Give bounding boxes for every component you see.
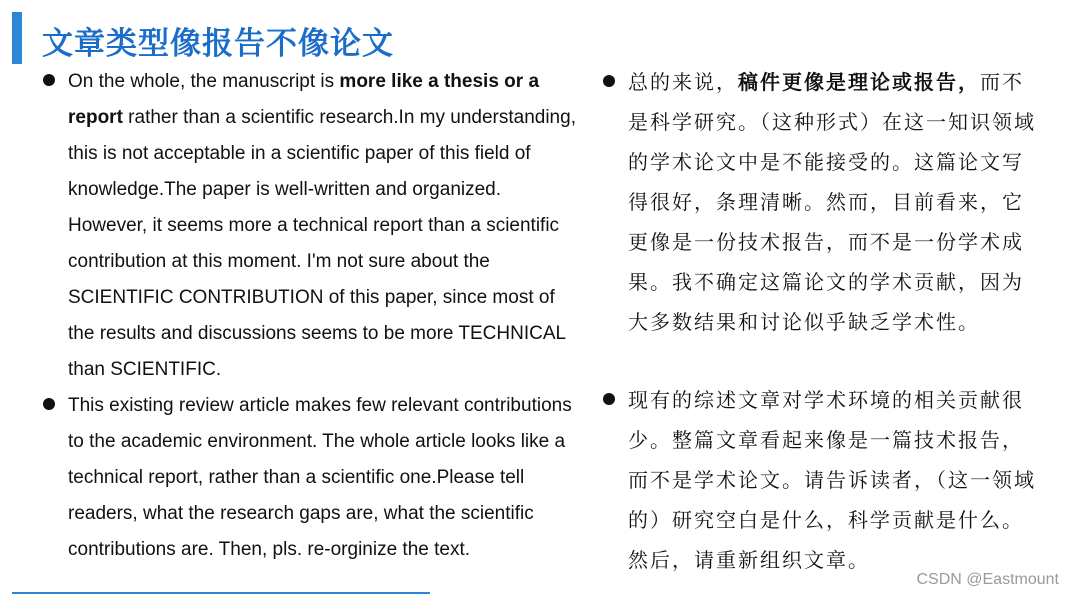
chinese-bullet-1-bold: 稿件更像是理论或报告，: [738, 70, 980, 94]
english-bullet-1-text-b: rather than a scientific research.In my understanding, this is not acceptable in a scientific paper of this field of knowledge.The paper is well-written and organized. However, it seems more a technical report than a scientific contribution at this moment. I'm not sure about the SCIENTIFIC CONTRIBUTION of this paper, since most of the results and discussions seems to be more TECHNICAL than SCIENTIFIC.: [68, 107, 576, 380]
chinese-bullet-2-text: 现有的综述文章对学术环境的相关贡献很少。整篇文章看起来像是一篇技术报告，而不是学术论文。请告诉读者，（这一领域的）研究空白是什么，科学贡献是什么。然后，请重新组织文章。: [628, 388, 1036, 572]
english-bullet-2: [42, 388, 582, 568]
bullet-dot-icon: [603, 393, 615, 405]
english-bullet-2-text: This existing review article makes few relevant contributions to the academic environment. The whole article looks like a technical report, rather than a scientific one.Please tell readers, what the research gaps are, what the scientific contributions are. Then, pls. re-orginize the text.: [68, 395, 572, 560]
bottom-divider: [12, 592, 430, 594]
bullet-dot-icon: [603, 75, 615, 87]
bullet-dot-icon: [43, 398, 55, 410]
chinese-bullet-2: [600, 380, 1040, 580]
watermark: CSDN @Eastmount: [916, 571, 1059, 588]
bullet-dot-icon: [43, 74, 55, 86]
english-bullet-1: [42, 64, 582, 388]
chinese-bullet-1: [600, 62, 1040, 342]
chinese-bullet-1-text-b: 而不是科学研究。（这种形式）在这一知识领域的学术论文中是不能接受的。这篇论文写得很好，条理清晰。然而，目前看来，它更像是一份技术报告，而不是一份学术成果。我不确定这篇论文的学术贡献，因为大多数结果和讨论似乎缺乏学术性。: [628, 70, 1036, 334]
english-bullet-1-text-a: On the whole, the manuscript is: [68, 71, 340, 92]
english-column: [42, 64, 582, 568]
slide-title: 文章类型像报告不像论文: [42, 26, 394, 62]
chinese-bullet-1-text-a: 总的来说，: [628, 70, 738, 94]
title-accent-bar: [12, 12, 22, 64]
english-bullet-1-bold: more like a thesis or a report: [68, 71, 540, 128]
chinese-column: [600, 62, 1040, 580]
